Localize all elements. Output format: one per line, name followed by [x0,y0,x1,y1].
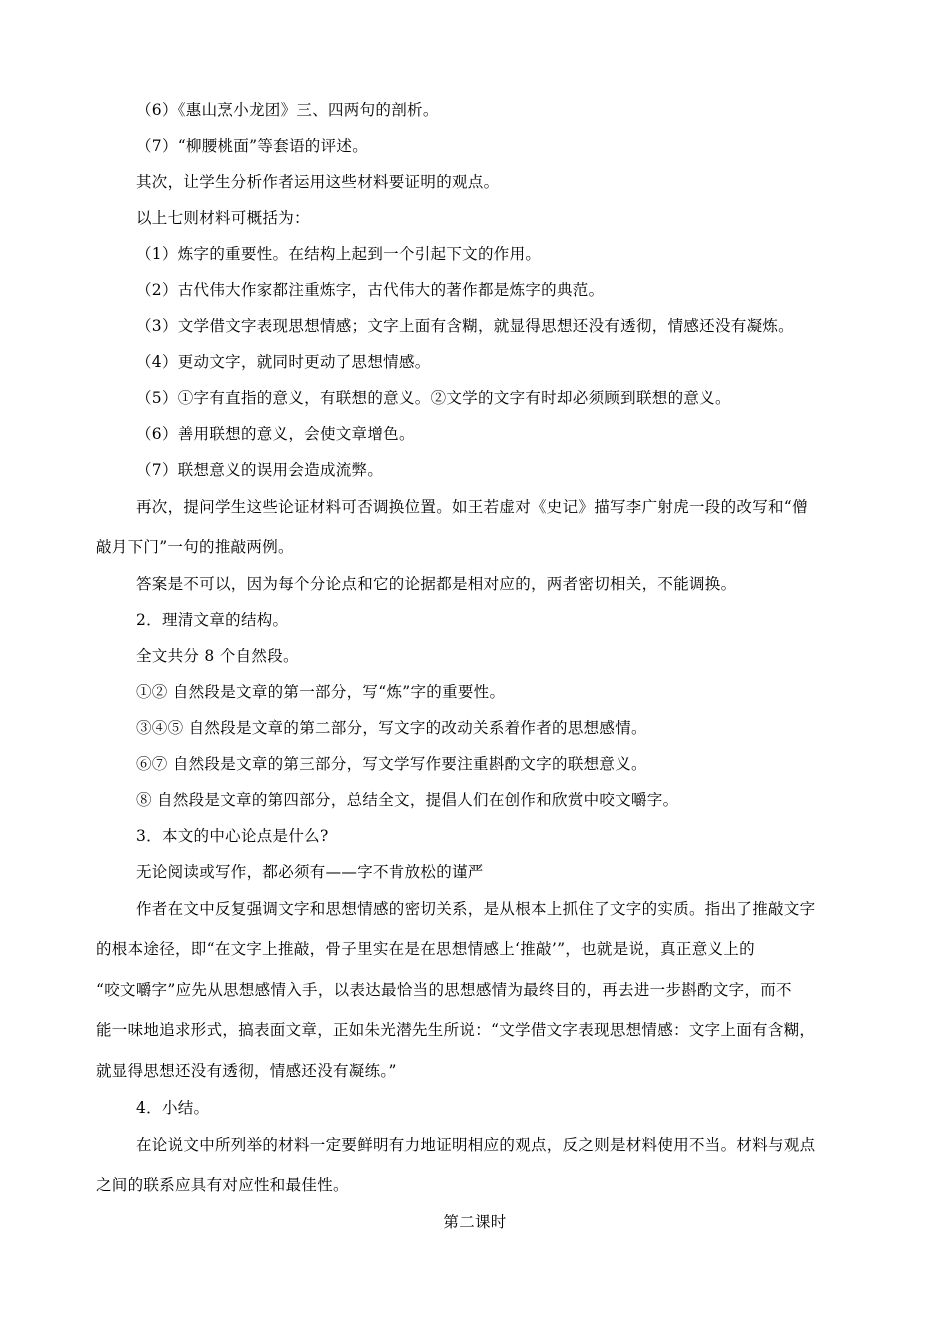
text-line: “咬文嚼字”应先从思想感情入手，以表达最恰当的思想感情为最终目的，再去进一步斟酌文字，而不 [96,981,792,999]
text-line: 作者在文中反复强调文字和思想情感的密切关系，是从根本上抓住了文字的实质。指出了推敲文字 [136,900,816,918]
text-line: ⑧ 自然段是文章的第四部分，总结全文，提倡人们在创作和欣赏中咬文嚼字。 [136,791,679,809]
text-line: 4．小结。 [136,1099,210,1117]
text-line: 再次，提问学生这些论证材料可否调换位置。如王若虚对《史记》描写李广射虎一段的改写和“僧 [136,498,808,516]
text-line: （1）炼字的重要性。在结构上起到一个引起下文的作用。 [136,245,542,263]
text-line: 以上七则材料可概括为： [136,209,310,227]
text-line: （5）①字有直指的意义，有联想的意义。②文学的文字有时却必须顾到联想的意义。 [136,389,731,407]
text-line: 之间的联系应具有对应性和最佳性。 [96,1176,349,1194]
text-line: 能一味地追求形式，搞表面文章，正如朱光潜先生所说：“文学借文字表现思想情感：文字上面有含糊， [96,1021,816,1039]
text-line: （2）古代伟大作家都注重炼字，古代伟大的著作都是炼字的典范。 [136,281,605,299]
text-line: ③④⑤ 自然段是文章的第二部分，写文字的改动关系着作者的思想感情。 [136,719,647,737]
text-line: （6）《惠山烹小龙团》三、四两句的剖析。 [136,101,439,119]
text-line: ①② 自然段是文章的第一部分，写“炼”字的重要性。 [136,683,506,701]
text-line: 在论说文中所列举的材料一定要鲜明有力地证明相应的观点，反之则是材料使用不当。材料与观点 [136,1136,816,1154]
text-line: 敲月下门”一句的推敲两例。 [96,538,294,556]
text-line: 全文共分 8 个自然段。 [136,647,299,665]
text-line: （7）联想意义的误用会造成流弊。 [136,461,384,479]
text-line: （6）善用联想的意义，会使文章增色。 [136,425,415,443]
text-line: ⑥⑦ 自然段是文章的第三部分，写文学写作要注重斟酌文字的联想意义。 [136,755,647,773]
text-line: （4）更动文字，就同时更动了思想情感。 [136,353,431,371]
text-line: 其次，让学生分析作者运用这些材料要证明的观点。 [136,173,500,191]
text-line: （3）文学借文字表现思想情感；文字上面有含糊，就显得思想还没有透彻，情感还没有凝炼。 [136,317,794,335]
text-line: 答案是不可以，因为每个分论点和它的论据都是相对应的，两者密切相关，不能调换。 [136,575,737,593]
text-line: 3．本文的中心论点是什么? [136,827,329,845]
text-line: 2．理清文章的结构。 [136,611,289,629]
section-heading: 第二课时 [443,1213,507,1231]
text-line: 无论阅读或写作，都必须有——字不肯放松的谨严 [136,863,484,881]
text-line: 就显得思想还没有透彻，情感还没有凝练。” [96,1062,397,1080]
text-line: 的根本途径，即“在文字上推敲，骨子里实在是在思想情感上‘推敲’”，也就是说，真正意义上的 [96,940,755,958]
text-line: （7）“柳腰桃面”等套语的评述。 [136,137,369,155]
